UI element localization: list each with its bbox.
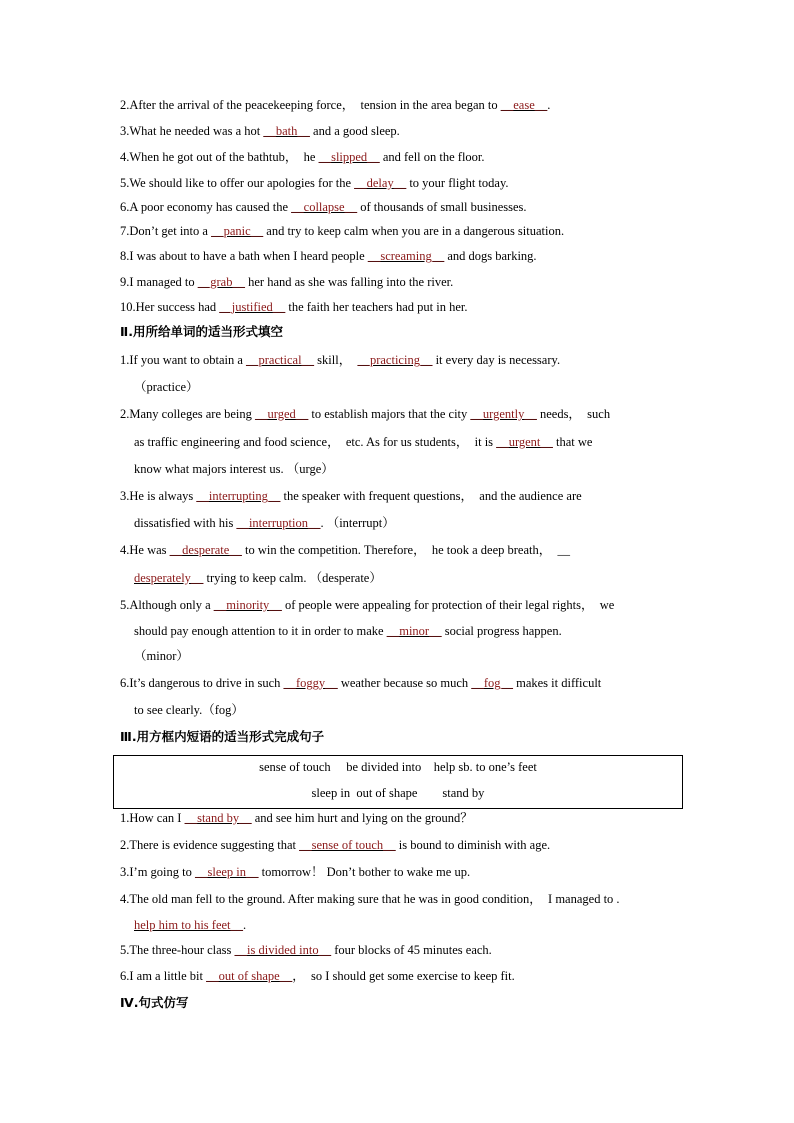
section2-line: desperately__ trying to keep calm. （desperate） [134, 571, 382, 585]
section1-item-2: 2.After the arrival of the peacekeeping force， tension in the area began to __ease__. [120, 98, 551, 112]
section3-heading: Ⅲ.用方框内短语的适当形式完成句子 [120, 729, 325, 744]
phrase-box-row: sleep in out of shape stand by [311, 786, 485, 800]
answer-blank: __bath__ [263, 124, 310, 138]
answer-blank: __desperate__ [169, 543, 242, 557]
answer-blank: __urged__ [255, 407, 309, 421]
answer-blank: __is divided into__ [234, 943, 332, 957]
answer-blank: __urgent__ [496, 435, 553, 449]
section2-line: as traffic engineering and food science， etc. As for us students， it is __urgent__ that we [134, 435, 593, 449]
section2-line: 2.Many colleges are being __urged__ to establish majors that the city __urgently__ needs， such [120, 407, 611, 421]
section1-item-9: 9.I managed to __grab__ her hand as she was falling into the river. [120, 275, 454, 289]
section2-heading: Ⅱ.用所给单词的适当形式填空 [120, 324, 283, 339]
section1-item-6: 6.A poor economy has caused the __collapse__ of thousands of small businesses. [120, 200, 527, 214]
section1-item-3: 3.What he needed was a hot __bath__ and a good sleep. [120, 124, 400, 138]
section4-heading: Ⅳ.句式仿写 [120, 995, 189, 1010]
section3-line: 2.There is evidence suggesting that __sense of touch__ is bound to diminish with age. [120, 838, 551, 852]
section3-line: help him to his feet__. [134, 918, 247, 932]
section1-item-4: 4.When he got out of the bathtub， he __slipped__ and fell on the floor. [120, 150, 485, 164]
section2-line: 1.If you want to obtain a __practical__ skill， __practicing__ it every day is necessary. [120, 353, 561, 367]
section2-line: 5.Although only a __minority__ of people were appealing for protection of their legal rights， we [120, 598, 615, 612]
phrase-box [113, 755, 683, 809]
answer-blank: __justified__ [219, 300, 286, 314]
section3-line: 1.How can I __stand by__ and see him hurt and lying on the ground？ [120, 811, 473, 825]
answer-blank: help him to his feet__ [134, 918, 244, 932]
answer-blank: __screaming__ [367, 249, 445, 263]
answer-blank: __ease__ [500, 98, 548, 112]
section2-line: dissatisfied with his __interruption__. （interrupt） [134, 516, 395, 530]
section2-line: should pay enough attention to it in order to make __minor__ social progress happen. [134, 624, 562, 638]
section2-line: 6.It’s dangerous to drive in such __foggy__ weather because so much __fog__ makes it difficult [120, 676, 602, 690]
section3-line: 3.I’m going to __sleep in__ tomorrow！ Don’t bother to wake me up. [120, 865, 471, 879]
answer-blank: __fog__ [471, 676, 513, 690]
answer-blank: __interruption__ [236, 516, 321, 530]
answer-blank: __practicing__ [357, 353, 433, 367]
answer-blank: __interrupting__ [196, 489, 281, 503]
section2-line: know what majors interest us. （urge） [134, 462, 334, 476]
answer-blank: __urgently__ [470, 407, 537, 421]
section1-item-7: 7.Don’t get into a __panic__ and try to keep calm when you are in a dangerous situation. [120, 224, 565, 238]
answer-blank: __panic__ [211, 224, 264, 238]
answer-blank: __sense of touch__ [299, 838, 396, 852]
answer-blank: __grab__ [197, 275, 245, 289]
section2-line: （minor） [134, 649, 189, 663]
answer-blank: __practical__ [246, 353, 315, 367]
answer-blank: __slipped__ [318, 150, 380, 164]
section1-item-5: 5.We should like to offer our apologies for the __delay__ to your flight today. [120, 176, 509, 190]
phrase-box-row: sense of touch be divided into help sb. to one’s feet [259, 760, 537, 774]
answer-blank: __stand by__ [184, 811, 252, 825]
answer-blank: desperately__ [134, 571, 204, 585]
answer-blank: __foggy__ [283, 676, 338, 690]
section2-line: 3.He is always __interrupting__ the speaker with frequent questions， and the audience are [120, 489, 582, 503]
section2-line: to see clearly.（fog） [134, 703, 244, 717]
section2-line: （practice） [134, 380, 199, 394]
answer-blank: __sleep in__ [195, 865, 259, 879]
answer-blank: __minority__ [213, 598, 282, 612]
answer-blank: __out of shape__ [206, 969, 293, 983]
section3-line: 4.The old man fell to the ground. After making sure that he was in good condition， I managed to . [120, 892, 620, 906]
answer-blank: __minor__ [386, 624, 442, 638]
section3-line: 6.I am a little bit __out of shape__， so I should get some exercise to keep fit. [120, 969, 515, 983]
section1-item-10: 10.Her success had __justified__ the faith her teachers had put in her. [120, 300, 468, 314]
answer-blank: __delay__ [354, 176, 407, 190]
section1-item-8: 8.I was about to have a bath when I heard people __screaming__ and dogs barking. [120, 249, 537, 263]
section3-line: 5.The three-hour class __is divided into__ four blocks of 45 minutes each. [120, 943, 492, 957]
section2-line: 4.He was __desperate__ to win the competition. Therefore， he took a deep breath， __ [120, 543, 570, 557]
answer-blank: __collapse__ [291, 200, 358, 214]
